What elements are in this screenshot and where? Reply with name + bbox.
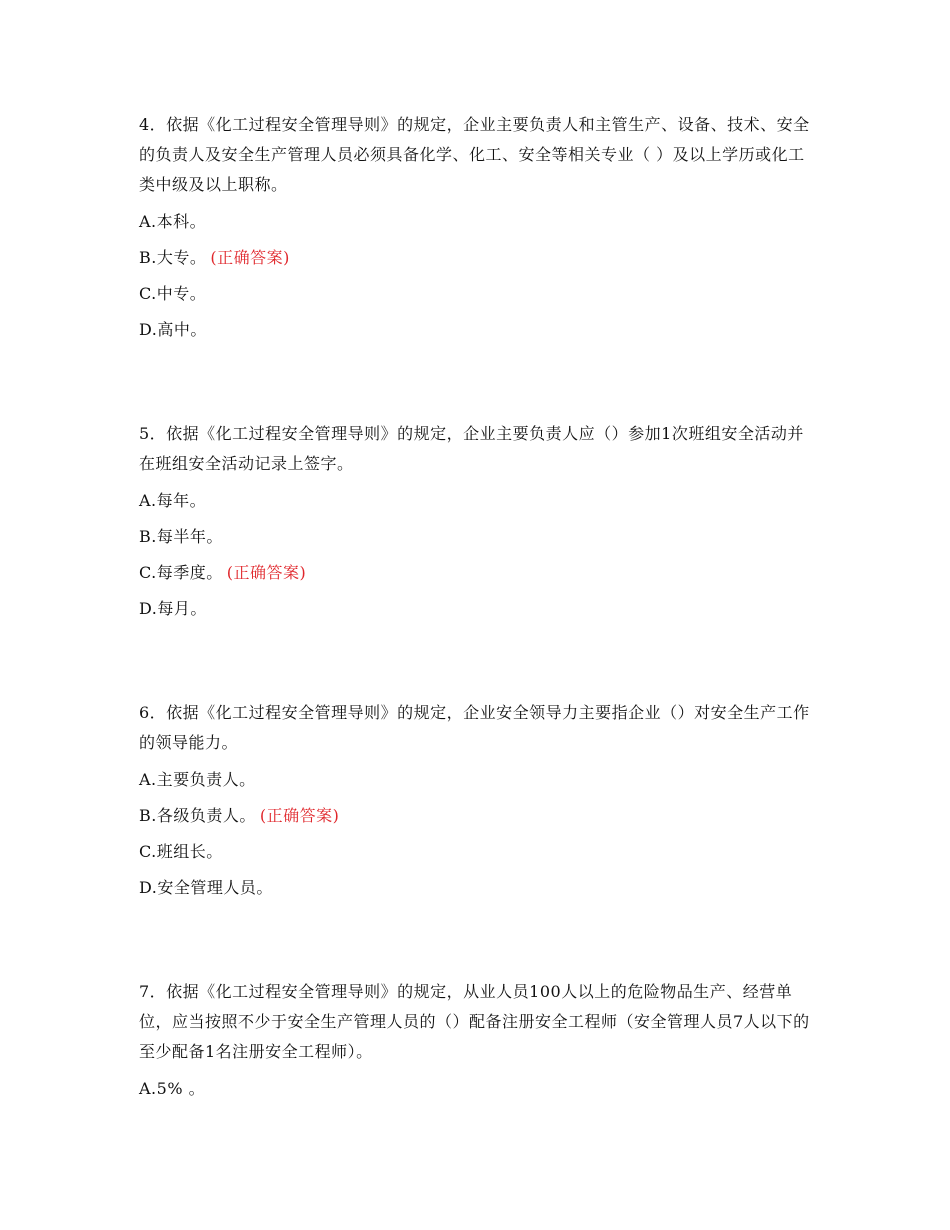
option-label: A.本科。	[139, 212, 207, 231]
correct-answer-mark: (正确答案)	[259, 806, 340, 825]
question-5	[139, 419, 819, 627]
option-a	[139, 1071, 819, 1107]
option-d	[139, 312, 819, 348]
option-label: D.高中。	[139, 320, 207, 339]
option-a	[139, 483, 819, 519]
option-label: B.每半年。	[139, 527, 223, 546]
option-label: A.主要负责人。	[139, 770, 256, 789]
option-d	[139, 591, 819, 627]
question-7	[139, 977, 819, 1107]
option-c	[139, 834, 819, 870]
option-c	[139, 555, 819, 591]
question-4	[139, 110, 819, 348]
option-label: A.5% 。	[139, 1079, 206, 1098]
option-list	[139, 204, 819, 348]
option-label: B.各级负责人。	[139, 806, 256, 825]
question-text: 6．依据《化工过程安全管理导则》的规定，企业安全领导力主要指企业（）对安全生产工作的领导能力。	[139, 703, 810, 752]
option-label: A.每年。	[139, 491, 207, 510]
option-label: C.每季度。	[139, 563, 223, 582]
option-label: D.安全管理人员。	[139, 878, 273, 897]
option-a	[139, 204, 819, 240]
option-label: C.中专。	[139, 284, 207, 303]
option-b	[139, 798, 819, 834]
option-b	[139, 240, 819, 276]
correct-answer-mark: (正确答案)	[210, 248, 290, 267]
option-a	[139, 762, 819, 798]
option-label: C.班组长。	[139, 842, 223, 861]
option-d	[139, 870, 819, 906]
option-label: D.每月。	[139, 599, 207, 618]
question-6	[139, 698, 819, 906]
option-list	[139, 1071, 819, 1107]
option-b	[139, 519, 819, 555]
option-list	[139, 762, 819, 906]
option-list	[139, 483, 819, 627]
option-c	[139, 276, 819, 312]
question-text: 7．依据《化工过程安全管理导则》的规定，从业人员100人以上的危险物品生产、经营单位，应当按照不少于安全生产管理人员的（）配备注册安全工程师（安全管理人员7人以下的至少配备1名注册安全工程师）。	[139, 982, 810, 1061]
question-text: 4．依据《化工过程安全管理导则》的规定，企业主要负责人和主管生产、设备、技术、安全的负责人及安全生产管理人员必须具备化学、化工、安全等相关专业（ ）及以上学历或化工类中级及以上职称。	[139, 115, 810, 194]
question-text: 5．依据《化工过程安全管理导则》的规定，企业主要负责人应（）参加1次班组安全活动并在班组安全活动记录上签字。	[139, 424, 804, 473]
option-label: B.大专。	[139, 248, 207, 267]
correct-answer-mark: (正确答案)	[226, 563, 307, 582]
